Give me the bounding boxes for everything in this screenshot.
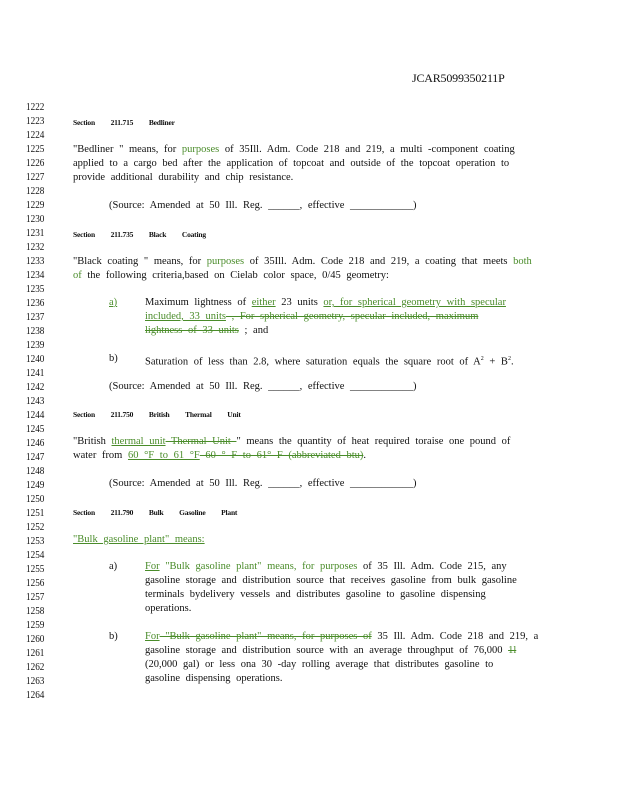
line-number: 1224 [26, 130, 45, 141]
bulk-item-b-line-1: For "Bulk gasoline plant" means, for purposes of 35 Ill. Adm. Code 218 and 219, a [145, 631, 539, 642]
bedliner-def-line-1: "Bedliner " means, for purposes of 35Ill. Adm. Code 218 and 219, a multi -component coating [73, 144, 515, 155]
line-number: 1255 [26, 564, 45, 575]
section-heading-black-coating: Section 211.735 Black Coating [73, 230, 206, 239]
line-number: 1228 [26, 186, 45, 197]
item-b-line-1: Saturation of less than 2.8, where saturation equals the square root of $A^2 + B^2$. [145, 356, 514, 368]
source-note-715: (Source: Amended at 50 Ill. Reg. ______, effective ____________) [109, 200, 417, 211]
line-number: 1238 [26, 326, 45, 337]
line-number: 1234 [26, 270, 45, 281]
line-number: 1236 [26, 298, 45, 309]
line-number: 1222 [26, 102, 45, 113]
line-number: 1239 [26, 340, 45, 351]
line-number: 1264 [26, 690, 45, 701]
bulk-item-a-line-4: operations. [145, 603, 192, 614]
line-number: 1248 [26, 466, 45, 477]
line-number: 1254 [26, 550, 45, 561]
line-number: 1229 [26, 200, 45, 211]
bulk-item-b-line-3: (20,000 gal) or less ona 30 -day rolling average that distributes gasoline to [145, 659, 494, 670]
line-number: 1240 [26, 354, 45, 365]
line-number: 1223 [26, 116, 45, 127]
line-number: 1233 [26, 256, 45, 267]
line-number: 1259 [26, 620, 45, 631]
btu-def-line-2: water from 60 °F to 61 °F 60 ° F to 61° F (abbreviated btu). [73, 450, 366, 461]
bulk-item-a-line-1: For "Bulk gasoline plant" means, for purposes of 35 Ill. Adm. Code 215, any [145, 561, 507, 572]
bedliner-def-line-2: applied to a cargo bed after the application of topcoat and outside of the topcoat operation to [73, 158, 510, 169]
black-coating-def-line-2: of the following criteria,based on Cielab color space, 0/45 geometry: [73, 270, 389, 281]
bulk-item-b-line-2: gasoline storage and distribution source with an average throughput of 76,000 1l [145, 645, 517, 656]
line-number: 1263 [26, 676, 45, 687]
line-number: 1244 [26, 410, 45, 421]
btu-def-line-1: "British thermal unit Thermal Unit " means the quantity of heat required toraise one pound of [73, 436, 511, 447]
line-number: 1232 [26, 242, 45, 253]
line-number: 1250 [26, 494, 45, 505]
item-b-label: b) [109, 353, 118, 364]
line-number: 1247 [26, 452, 45, 463]
bulk-item-b-label: b) [109, 631, 118, 642]
section-heading-btu: Section 211.750 British Thermal Unit [73, 410, 241, 419]
bulk-item-a-line-3: terminals bydelivery vessels and distributes gasoline to gasoline dispensing [145, 589, 486, 600]
line-number: 1235 [26, 284, 45, 295]
line-number: 1227 [26, 172, 45, 183]
line-number: 1251 [26, 508, 45, 519]
black-coating-def-line-1: "Black coating " means, for purposes of 35Ill. Adm. Code 218 and 219, a coating that meets both [73, 256, 532, 267]
line-number: 1241 [26, 368, 45, 379]
line-number: 1261 [26, 648, 45, 659]
bulk-item-a-line-2: gasoline storage and distribution source that receives gasoline from bulk gasoline [145, 575, 517, 586]
source-note-750: (Source: Amended at 50 Ill. Reg. ______, effective ____________) [109, 478, 417, 489]
item-a-label: a) [109, 297, 118, 308]
line-number: 1230 [26, 214, 45, 225]
line-number: 1225 [26, 144, 45, 155]
line-number: 1253 [26, 536, 45, 547]
bulk-item-a-label: a) [109, 561, 118, 572]
item-a-line-1: Maximum lightness of either 23 units or, for spherical geometry with specular [145, 297, 506, 308]
bedliner-def-line-3: provide additional durability and chip resistance. [73, 172, 294, 183]
line-number: 1262 [26, 662, 45, 673]
line-number: 1258 [26, 606, 45, 617]
item-a-line-3: lightness of 33 units ; and [145, 325, 269, 336]
line-number: 1245 [26, 424, 45, 435]
line-number: 1252 [26, 522, 45, 533]
section-heading-bulk-gasoline: Section 211.790 Bulk Gasoline Plant [73, 508, 238, 517]
line-number: 1231 [26, 228, 45, 239]
bulk-gasoline-def: "Bulk gasoline plant" means: [73, 534, 205, 545]
line-number: 1260 [26, 634, 45, 645]
source-note-735: (Source: Amended at 50 Ill. Reg. ______, effective ____________) [109, 381, 417, 392]
bulk-item-b-line-4: gasoline dispensing operations. [145, 673, 283, 684]
line-number: 1237 [26, 312, 45, 323]
line-number: 1249 [26, 480, 45, 491]
line-number: 1243 [26, 396, 45, 407]
line-number: 1226 [26, 158, 45, 169]
document-id: JCAR5099350211P [412, 71, 505, 85]
line-number: 1246 [26, 438, 45, 449]
item-a-line-2: included, 33 units , For spherical geometry, specular included, maximum [145, 311, 479, 322]
line-number: 1242 [26, 382, 45, 393]
line-number: 1256 [26, 578, 45, 589]
line-number: 1257 [26, 592, 45, 603]
section-heading-bedliner: Section 211.715 Bedliner [73, 118, 175, 127]
